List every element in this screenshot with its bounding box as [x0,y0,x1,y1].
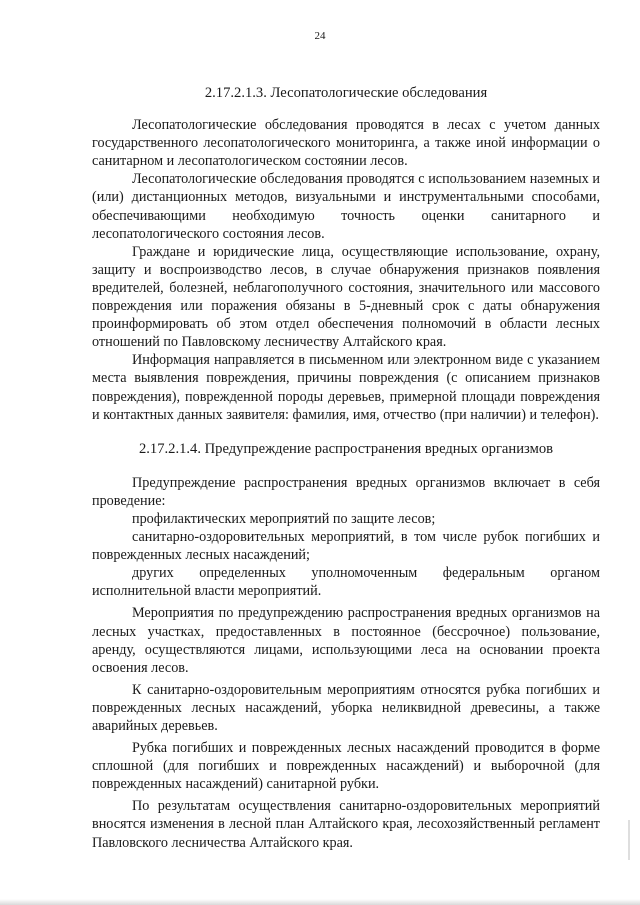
paragraph: санитарно-оздоровительных мероприятий, в том числе рубок погибших и поврежденных лесных насаждений; [92,529,600,564]
paragraph: других определенных уполномоченным федеральным органом исполнительной власти мероприятий. [92,565,600,600]
paragraph: Информация направляется в письменном или электронном виде с указанием места выявления повреждения, причины повреждения (с описанием признаков повреждения), поврежденной породы деревьев, примерной площади повреждения и контактных данных заявителя: фамилия, имя, отчество (при наличии) и телефон). [92,352,600,423]
paragraph: Лесопатологические обследования проводятся в лесах с учетом данных государственного лесопатологического мониторинга, а также иной информации о санитарном и лесопатологическом состоянии лесов. [92,117,600,170]
paragraph: Мероприятия по предупреждению распространения вредных организмов на лесных участках, предоставленных в постоянное (бессрочное) пользование, аренду, осуществляются лицами, использующими леса на основании проекта освоения лесов. [92,605,600,676]
scan-bottom-edge [0,899,640,905]
scan-edge-mark [628,820,630,860]
paragraph: По результатам осуществления санитарно-оздоровительных мероприятий вносятся изменения в лесной план Алтайского края, лесохозяйственный регламент Павловского лесничества Алтайского края. [92,798,600,851]
paragraph: К санитарно-оздоровительным мероприятиям относятся рубка погибших и поврежденных лесных насаждений, уборка неликвидной древесины, а также аварийных деревьев. [92,681,600,734]
page-number: 24 [314,30,326,42]
section-heading-lesopatologicheskie: 2.17.2.1.3. Лесопатологические обследования [204,85,488,101]
paragraph: профилактических мероприятий по защите лесов; [132,510,436,527]
section-heading-preduprezhdenie: 2.17.2.1.4. Предупреждение распространения вредных организмов [138,440,554,457]
paragraph: Предупреждение распространения вредных организмов включает в себя проведение: [92,474,600,509]
document-body [92,84,600,852]
paragraph: Граждане и юридические лица, осуществляющие использование, охрану, защиту и воспроизводство лесов, в случае обнаружения признаков появления вредителей, болезней, неблагополучного состояния, значительного или массового повреждения или поражения обязаны в 5-дневный срок с даты обнаружения проинформировать об этом отдел обеспечения полномочий в области лесных отношений по Павловскому лесничеству Алтайского края. [92,243,600,351]
paragraph: Рубка погибших и поврежденных лесных насаждений проводится в форме сплошной (для погибших и поврежденных насаждений) и выборочной (для поврежденных насаждений) санитарной рубки. [92,740,600,793]
paragraph: Лесопатологические обследования проводятся с использованием наземных и (или) дистанционных методов, визуальными и инструментальными способами, обеспечивающими необходимую точность оценки санитарного и лесопатологического состояния лесов. [92,171,600,242]
